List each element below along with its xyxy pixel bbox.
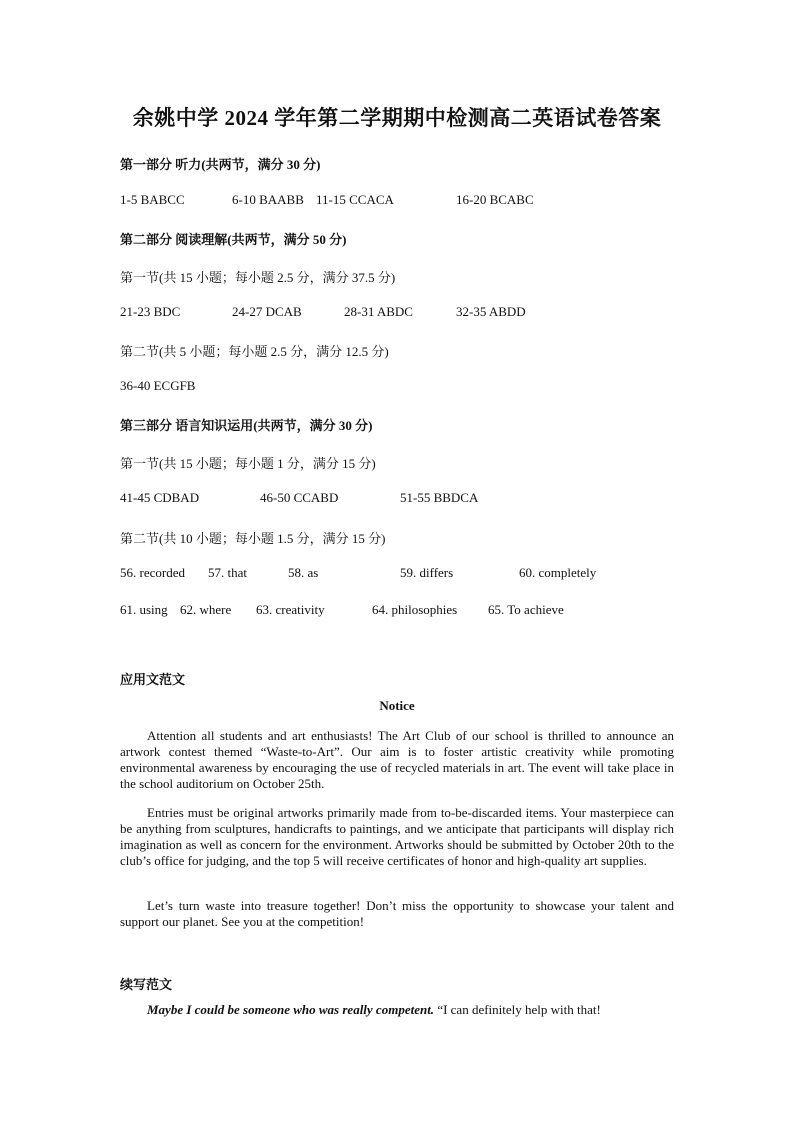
answer-group: 46-50 CCABD <box>260 490 339 505</box>
part2-section1-heading: 第一节(共 15 小题；每小题 2.5 分，满分 37.5 分) <box>120 270 396 285</box>
answer-item: 63. creativity <box>256 602 325 617</box>
answer-group: 24-27 DCAB <box>232 304 302 319</box>
answer-group: 11-15 CCACA <box>316 192 394 207</box>
continuation-heading: 续写范文 <box>120 977 173 992</box>
answer-item: 62. where <box>180 602 232 617</box>
notice-title: Notice <box>379 698 415 713</box>
answer-item: 61. using <box>120 602 168 617</box>
continuation-lead: Maybe I could be someone who was really competent. <box>147 1002 435 1017</box>
continuation-first-line <box>120 1002 674 1018</box>
part1-heading: 第一部分 听力(共两节，满分 30 分) <box>120 157 321 172</box>
answer-group: 16-20 BCABC <box>456 192 534 207</box>
answer-item: 64. philosophies <box>372 602 458 617</box>
answer-item: 60. completely <box>519 565 597 580</box>
notice-paragraph: Attention all students and art enthusiasts! The Art Club of our school is thrilled to announce an artwork contest themed “Waste-to-Art”. Our aim is to foster artistic creativity while promoting environmental awareness by encouraging the use of recycled materials in art. The event will take place in the school auditorium on October 25th. <box>120 728 674 791</box>
part2-section2-heading: 第二节(共 5 小题；每小题 2.5 分，满分 12.5 分) <box>120 344 389 359</box>
part3-heading: 第三部分 语言知识运用(共两节，满分 30 分) <box>120 418 373 433</box>
answer-item: 56. recorded <box>120 565 185 580</box>
page-title: 余姚中学 2024 学年第二学期期中检测高二英语试卷答案 <box>132 106 662 130</box>
answer-group: 41-45 CDBAD <box>120 490 200 505</box>
answer-group: 21-23 BDC <box>120 304 181 319</box>
answer-group: 51-55 BBDCA <box>400 490 479 505</box>
writing-heading: 应用文范文 <box>120 672 186 687</box>
answer-group: 32-35 ABDD <box>456 304 526 319</box>
answer-group: 1-5 BABCC <box>120 192 185 207</box>
answer-item: 65. To achieve <box>488 602 564 617</box>
part3-section2-heading: 第二节(共 10 小题；每小题 1.5 分，满分 15 分) <box>120 531 386 546</box>
notice-paragraph: Let’s turn waste into treasure together! Don’t miss the opportunity to showcase your talent and support our planet. See you at the competition! <box>120 898 674 929</box>
continuation-text: “I can definitely help with that! <box>437 1002 601 1017</box>
answer-item: 59. differs <box>400 565 454 580</box>
answer-item: 57. that <box>208 565 247 580</box>
notice-paragraph: Entries must be original artworks primarily made from to-be-discarded items. Your masterpiece can be anything from sculptures, handicrafts to paintings, and we anticipate that participants will display rich imagination as well as concern for the environment. Artworks should be submitted by October 20th to the club’s office for judging, and the top 5 will receive certificates of honor and high-quality art supplies. <box>120 805 674 868</box>
answer-item: 58. as <box>288 565 319 580</box>
part2-heading: 第二部分 阅读理解(共两节，满分 50 分) <box>120 232 347 247</box>
answer-group: 36-40 ECGFB <box>120 378 196 393</box>
answer-group: 6-10 BAABB <box>232 192 304 207</box>
answer-group: 28-31 ABDC <box>344 304 413 319</box>
part3-section1-heading: 第一节(共 15 小题；每小题 1 分，满分 15 分) <box>120 456 376 471</box>
